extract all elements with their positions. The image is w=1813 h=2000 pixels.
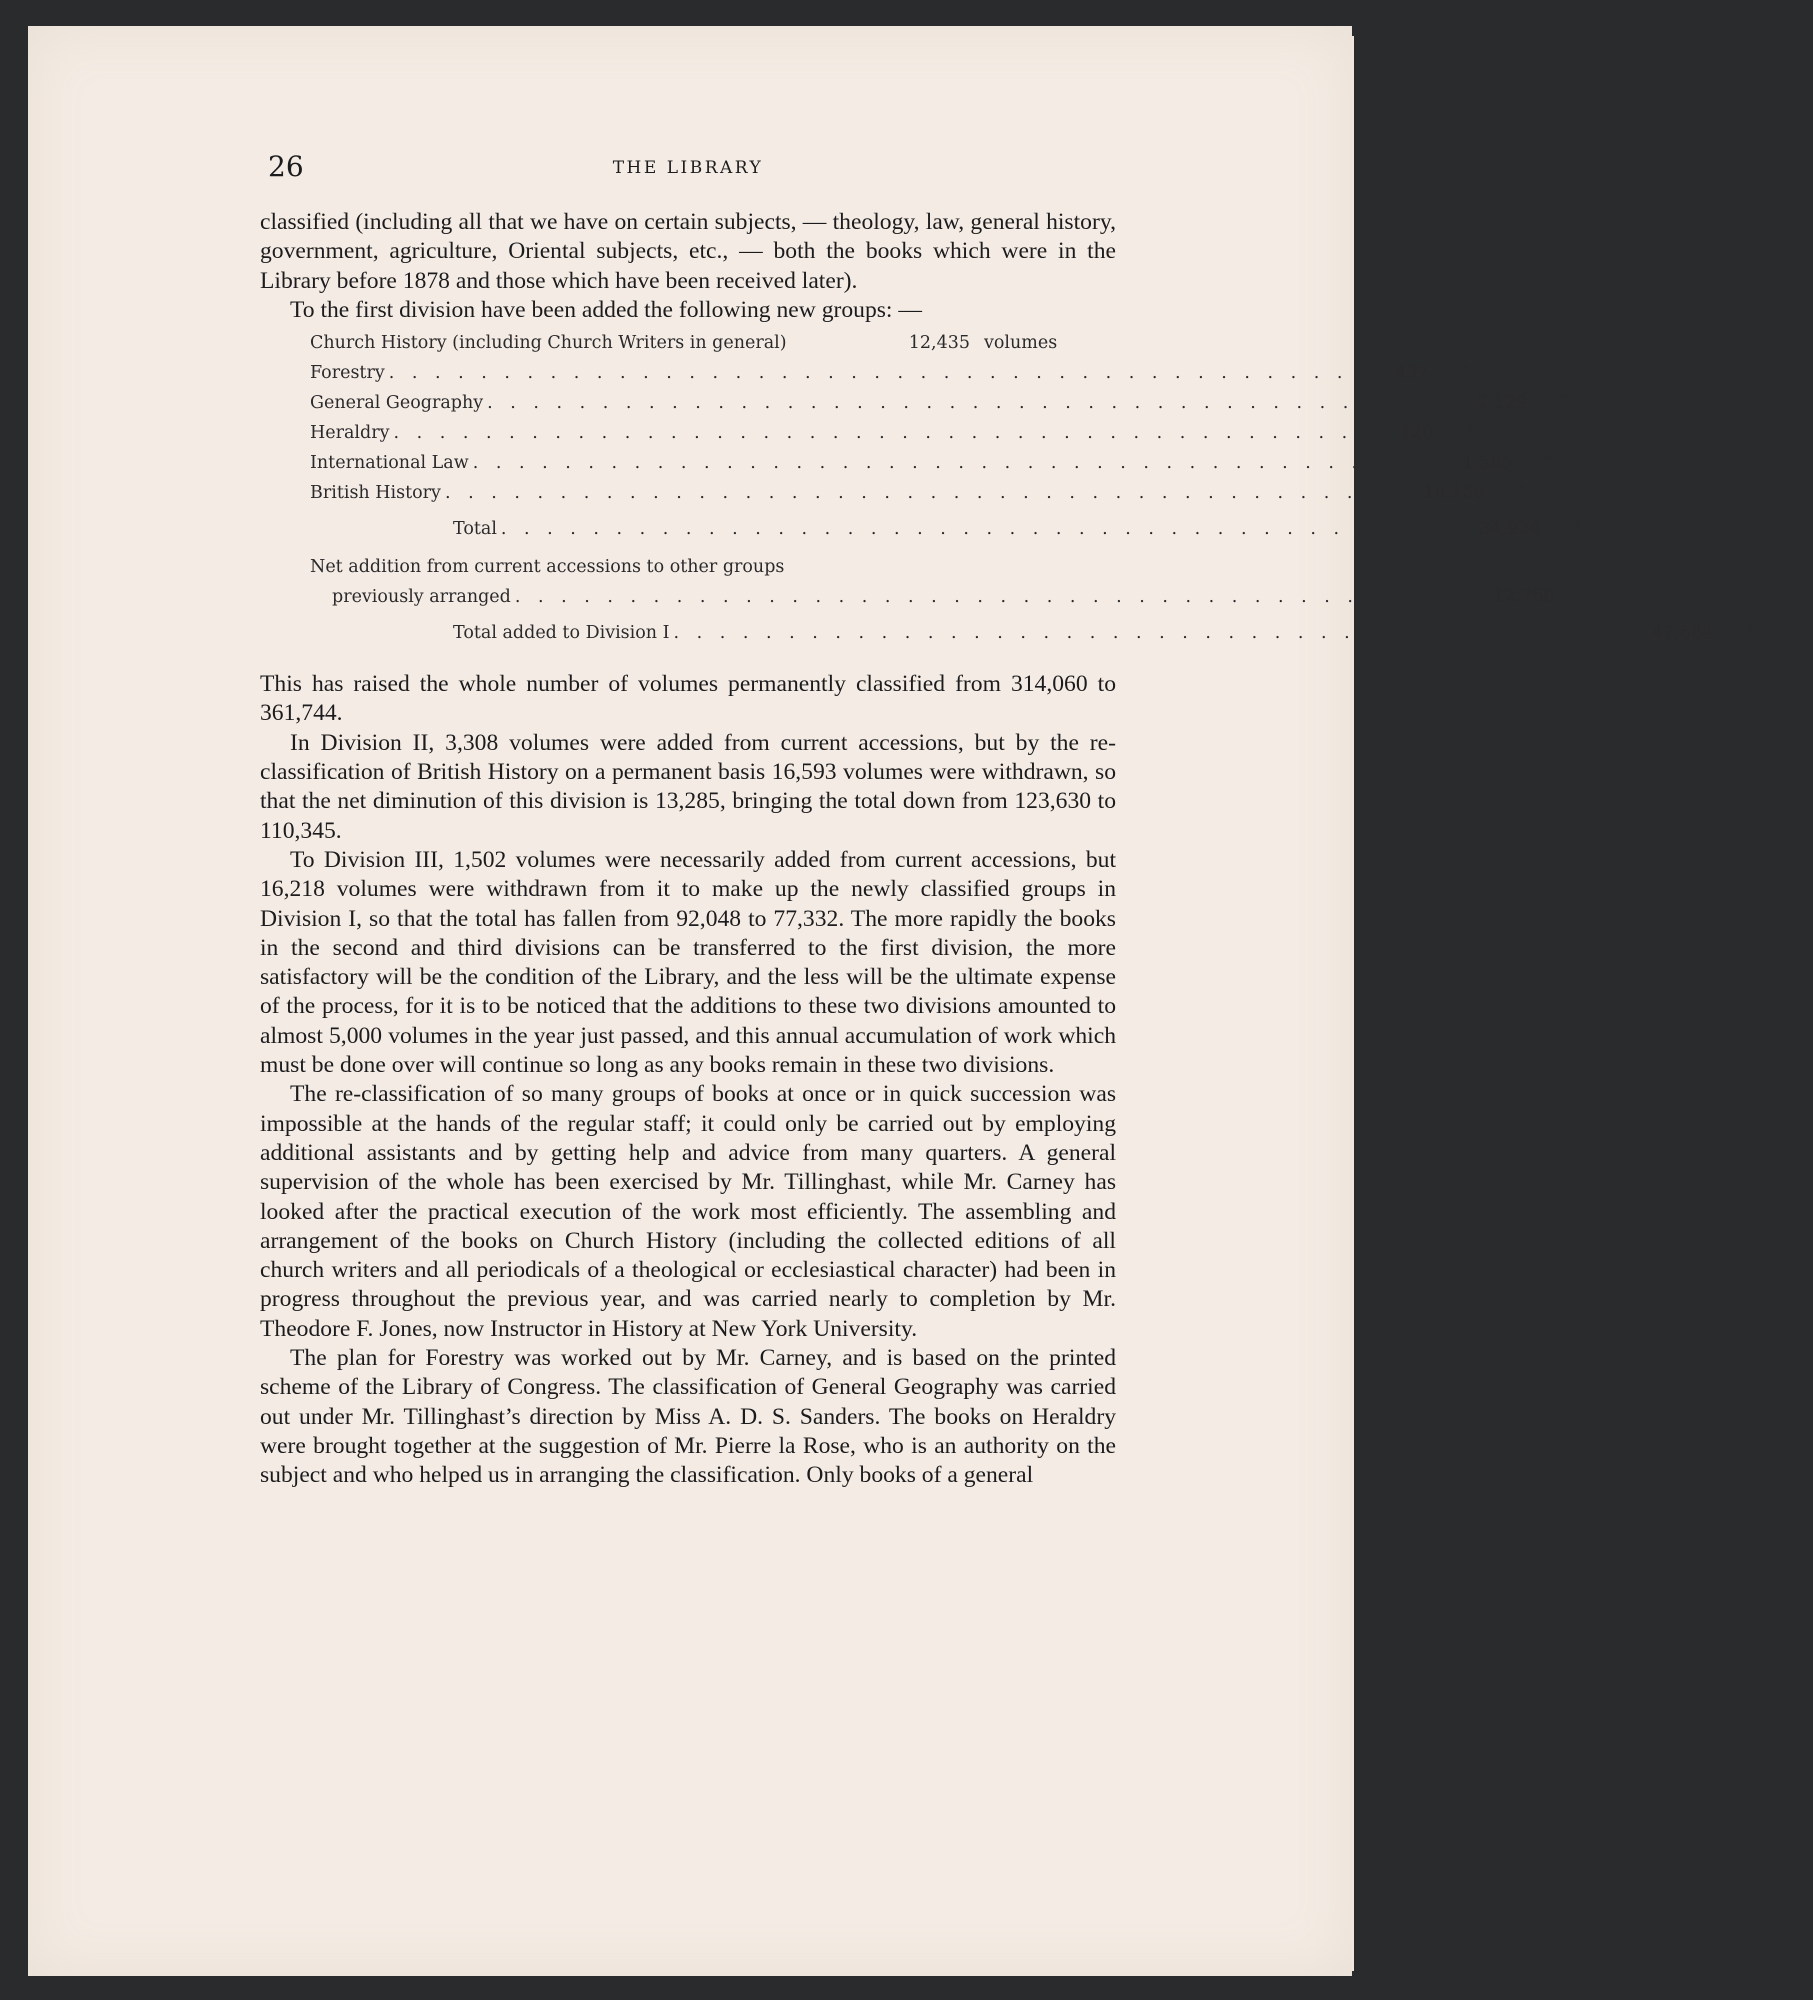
dot-leader: . . . . . . . . . . . . . . . . . . . . . . . . . . . . . . . . . . . . . . . . . . (673, 623, 1634, 644)
row-unit: “ (1544, 453, 1554, 474)
row-amount: 2,129 (1476, 393, 1527, 414)
table-row (310, 448, 1554, 478)
grand-total-label: Total added to Division I (453, 623, 670, 644)
net-addition-row-line1 (310, 554, 1070, 582)
row-amount: 12,435 (908, 333, 970, 354)
dot-leader: . . . . . . . . . . . . . . . . . . . . . . . . . . . . . . . . . . . . . . . . . . (444, 483, 1405, 504)
total-amount: 34,924 (1479, 519, 1541, 540)
row-unit: “ (1516, 483, 1526, 504)
row-label: Church History (including Church Writers in general) (310, 333, 787, 354)
total-label: Total (453, 519, 497, 540)
dot-leader: . . . . . . . . . . . . . . . . . . . . . . . . . . . . . . . . . . . . . . . . . . (514, 587, 1475, 608)
row-unit: “ (1465, 423, 1475, 444)
scan-border-top (0, 0, 1352, 26)
row-amount: 1,585 (1462, 453, 1513, 474)
grand-total-amount: 47,684 (1652, 623, 1714, 644)
net-addition-label-cont: previously arranged (332, 587, 511, 608)
dot-leader: . . . . . . . . . . . . . . . . . . . . . . . . . . . . . . . . . . . . . . . . . . (388, 363, 1349, 384)
net-addition-unit: “ (1586, 587, 1596, 608)
row-unit: “ (1460, 363, 1470, 384)
grand-total-unit: “ (1745, 623, 1755, 644)
page-number: 26 (268, 150, 304, 183)
row-amount: 120 (1399, 423, 1434, 444)
row-unit: “ (1558, 393, 1568, 414)
table-row (310, 328, 1070, 358)
paragraph-intro-groups: To the first division have been added the following new groups: — (290, 296, 922, 323)
total-row (310, 508, 1582, 544)
dot-leader: . . . . . . . . . . . . . . . . . . . . . . . . . . . . . . . . . . . . . . . . . . (393, 423, 1354, 444)
row-label: General Geography (310, 393, 484, 414)
dot-leader: . . . . . . . . . . . . . . . . . . . . . . . . . . . . . . . . . . . . . . . . . . (472, 453, 1433, 474)
paragraph-total-classified: This has raised the whole number of volumes permanently classified from 314,060 to 361,744. (260, 671, 1116, 727)
paragraph-reclassification-staff: The re-classification of so many groups of books at once or in quick succession was impossible at the hands of the regular staff; it could only be carried out by employing additional assistants and by getting help and advice from many quarters. A general supervision of the whole has been exercised by Mr. Tillinghast, while Mr. Carney has looked after the practical execution of the work most efficiently. The assembling and arrangement of the books on Church History (including the collected editions of all church writers and all periodicals of a theological or ecclesiastical character) had been in progress throughout the previous year, and was carried nearly to completion by Mr. Theodore F. Jones, now Instructor in History at New York University. (260, 1081, 1116, 1342)
dot-leader: . . . . . . . . . . . . . . . . . . . . . . . . . . . . . . . . . . . . . . . . . . (487, 393, 1447, 414)
grand-total-row (310, 612, 1755, 648)
additions-table (310, 328, 1755, 648)
running-title: THE LIBRARY (612, 158, 764, 178)
row-amount: 497 (1395, 363, 1429, 384)
paragraph-division-2: In Division II, 3,308 volumes were added from current accessions, but by the re-classification of British History on a permanent basis 16,593 volumes were withdrawn, so that the net diminution of this division is 13,285, bringing the total down from 123,630 to 110,345. (260, 729, 1116, 844)
row-amount: 18,158 (1407, 477, 1485, 508)
row-label: Forestry (310, 363, 385, 384)
table-row (310, 418, 1475, 448)
paragraph-continued: classified (including all that we have on certain subjects, — theology, law, general history, government, agriculture, Oriental subjects, etc., — both the books which were in the Library before 1878 and those which have been received later). (260, 209, 1116, 294)
row-label: International Law (310, 453, 469, 474)
net-addition-label: Net addition from current accessions to other groups (310, 557, 785, 578)
table-row (310, 358, 1470, 388)
page-content (260, 150, 1755, 1491)
table-row (310, 478, 1526, 508)
paragraph-forestry-plan: The plan for Forestry was worked out by Mr. Carney, and is based on the printed scheme of the Library of Congress. The classification of General Geography was carried out under Mr. Tillinghast’s direction by Miss A. D. S. Sanders. The books on Heraldry were brought together at the suggestion of Mr. Pierre la Rose, who is an authority on the subject and who helped us in arranging the classification. Only books of a general (260, 1345, 1116, 1489)
total-unit: “ (1572, 519, 1582, 540)
net-addition-amount: 12,760 (1477, 581, 1555, 612)
table-row (310, 388, 1568, 418)
dot-leader: . . . . . . . . . . . . . . . . . . . . . . . . . . . . . . . . . . . . . . . . . . (500, 519, 1461, 540)
row-label: British History (310, 483, 441, 504)
paragraph-division-3: To Division III, 1,502 volumes were necessarily added from current accessions, but 16,218 volumes were withdrawn from it to make up the newly classified groups in Division I, so that the total has fallen from 92,048 to 77,332. The more rapidly the books in the second and third divisions can be transferred to the first division, the more satisfactory will be the condition of the Library, and the less will be the ultimate expense of the process, for it is to be noticed that the additions to these two divisions amounted to almost 5,000 volumes in the year just passed, and this annual accumulation of work which must be done over will continue so long as any books remain in these two divisions. (260, 846, 1116, 1079)
row-unit: volumes (984, 333, 1058, 354)
net-addition-row (310, 582, 1596, 612)
running-head (260, 150, 1116, 190)
row-label: Heraldry (310, 423, 390, 444)
